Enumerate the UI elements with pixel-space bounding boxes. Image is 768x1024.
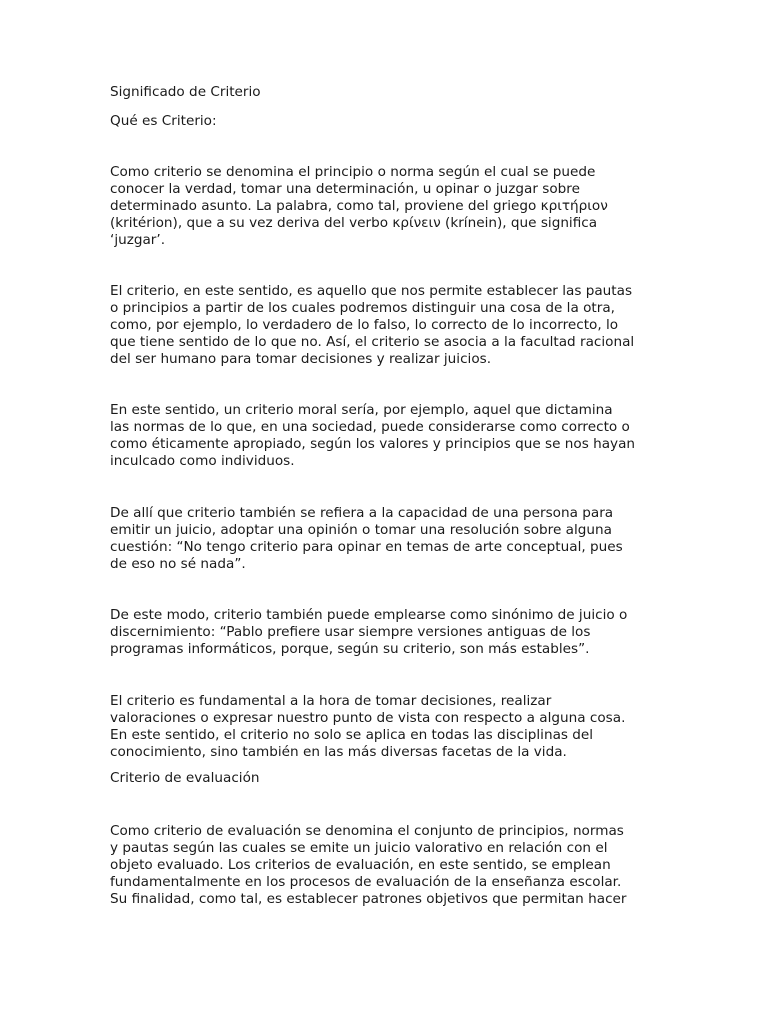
- paragraph-line: ‘juzgar’.: [110, 232, 166, 248]
- paragraph-line: inculcado como individuos.: [110, 453, 295, 469]
- paragraph-line: como, por ejemplo, lo verdadero de lo falso, lo correcto de lo incorrecto, lo: [110, 317, 619, 333]
- paragraph-line: De allí que criterio también se refiera a la capacidad de una persona para: [110, 505, 614, 521]
- paragraph-line: fundamentalmente en los procesos de evaluación de la enseñanza escolar.: [110, 874, 622, 890]
- paragraph-line: o principios a partir de los cuales podremos distinguir una cosa de la otra,: [110, 300, 615, 316]
- paragraph-line: de eso no sé nada”.: [110, 556, 246, 572]
- paragraph-line: y pautas según las cuales se emite un juicio valorativo en relación con el: [110, 840, 608, 856]
- paragraph-line: Como criterio de evaluación se denomina el conjunto de principios, normas: [110, 823, 624, 839]
- paragraph-line: objeto evaluado. Los criterios de evaluación, en este sentido, se emplean: [110, 857, 611, 873]
- paragraph-line: conocer la verdad, tomar una determinación, u opinar o juzgar sobre: [110, 181, 580, 197]
- paragraph-line: (kritérion), que a su vez deriva del verbo κρίνειν (krínein), que significa: [110, 215, 598, 231]
- section-heading: Criterio de evaluación: [110, 770, 260, 786]
- paragraph-line: Como criterio se denomina el principio o norma según el cual se puede: [110, 164, 596, 180]
- paragraph-line: determinado asunto. La palabra, como tal, proviene del griego κριτήριον: [110, 198, 608, 214]
- section-heading: Qué es Criterio:: [110, 113, 217, 129]
- paragraph-line: El criterio es fundamental a la hora de tomar decisiones, realizar: [110, 693, 552, 709]
- paragraph-line: cuestión: “No tengo criterio para opinar en temas de arte conceptual, pues: [110, 539, 623, 555]
- paragraph-line: que tiene sentido de lo que no. Así, el criterio se asocia a la facultad racional: [110, 334, 635, 350]
- paragraph-line: De este modo, criterio también puede emplearse como sinónimo de juicio o: [110, 607, 628, 623]
- paragraph-line: En este sentido, un criterio moral sería, por ejemplo, aquel que dictamina: [110, 402, 613, 418]
- paragraph-line: conocimiento, sino también en las más diversas facetas de la vida.: [110, 744, 567, 760]
- paragraph-line: emitir un juicio, adoptar una opinión o tomar una resolución sobre alguna: [110, 522, 612, 538]
- document-title: Significado de Criterio: [110, 84, 261, 100]
- paragraph-line: programas informáticos, porque, según su criterio, son más estables”.: [110, 641, 590, 657]
- paragraph-line: Su finalidad, como tal, es establecer patrones objetivos que permitan hacer: [110, 891, 627, 907]
- paragraph-line: del ser humano para tomar decisiones y realizar juicios.: [110, 351, 492, 367]
- paragraph-line: El criterio, en este sentido, es aquello que nos permite establecer las pautas: [110, 283, 633, 299]
- paragraph-line: las normas de lo que, en una sociedad, puede considerarse como correcto o: [110, 419, 630, 435]
- paragraph-line: como éticamente apropiado, según los valores y principios que se nos hayan: [110, 436, 636, 452]
- paragraph-line: discernimiento: “Pablo prefiere usar siempre versiones antiguas de los: [110, 624, 591, 640]
- paragraph-line: valoraciones o expresar nuestro punto de vista con respecto a alguna cosa.: [110, 710, 626, 726]
- paragraph-line: En este sentido, el criterio no solo se aplica en todas las disciplinas del: [110, 727, 594, 743]
